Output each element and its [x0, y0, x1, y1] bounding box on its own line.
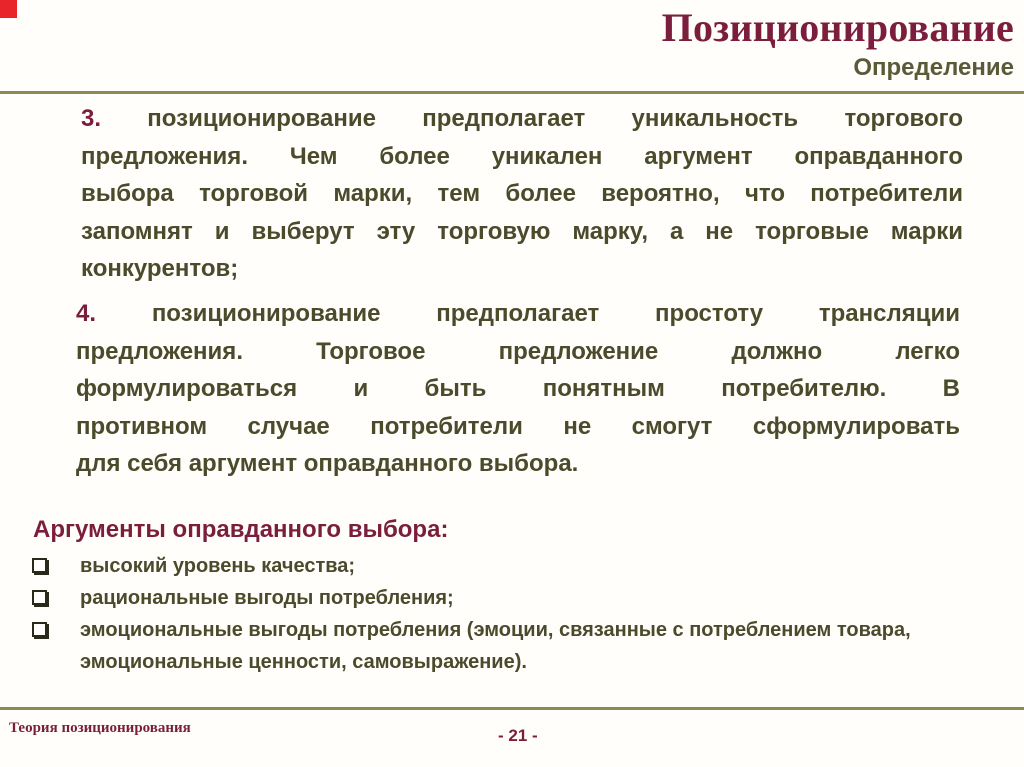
checkbox-icon: [32, 558, 47, 573]
list-item: [30, 614, 1010, 678]
item-3-line: запомнят и выберут эту торговую марку, а не торговые марки: [81, 217, 963, 245]
page-number: - 21 -: [498, 726, 538, 745]
definition-item-3: [81, 100, 963, 288]
list-item-text: высокий уровень качества;: [80, 555, 356, 577]
item-4-line: 4. позиционирование предполагает простоту трансляции: [76, 300, 960, 327]
definition-item-4: [76, 295, 960, 483]
item-4-line: для себя аргумент оправданного выбора.: [76, 450, 579, 477]
page-subtitle: Определение: [853, 54, 1014, 81]
item-3-line: предложения. Чем более уникален аргумент оправданного: [81, 142, 963, 170]
arguments-heading: Аргументы оправданного выбора:: [33, 516, 449, 543]
list-item: [30, 550, 1010, 582]
list-item-text: эмоциональные выгоды потребления (эмоции, связанные с потреблением товара, эмоциональные ценности, самовыражение).: [80, 619, 911, 673]
list-item: [30, 582, 1010, 614]
list-item-text: рациональные выгоды потребления;: [80, 587, 454, 609]
item-4-line: формулироваться и быть понятным потребителю. В: [76, 375, 960, 402]
page-title: Позиционирование: [661, 5, 1014, 50]
arguments-list: [30, 550, 1010, 678]
corner-square-decoration: [0, 0, 17, 18]
header-divider: [0, 91, 1024, 94]
item-3-line: выбора торговой марки, тем более вероятно, что потребители: [81, 180, 963, 207]
checkbox-icon: [32, 590, 47, 605]
item-4-line: предложения. Торговое предложение должно легко: [76, 337, 960, 365]
item-3-line: 3. позиционирование предполагает уникальность торгового: [81, 105, 963, 132]
item-number: 4.: [76, 300, 97, 327]
checkbox-icon: [32, 622, 47, 637]
footer-course-title: Теория позиционирования: [9, 720, 191, 736]
footer-divider: [0, 707, 1024, 710]
item-3-line: конкурентов;: [81, 255, 239, 282]
item-number: 3.: [81, 105, 102, 132]
item-4-line: противном случае потребители не смогут сформулировать: [76, 412, 960, 440]
